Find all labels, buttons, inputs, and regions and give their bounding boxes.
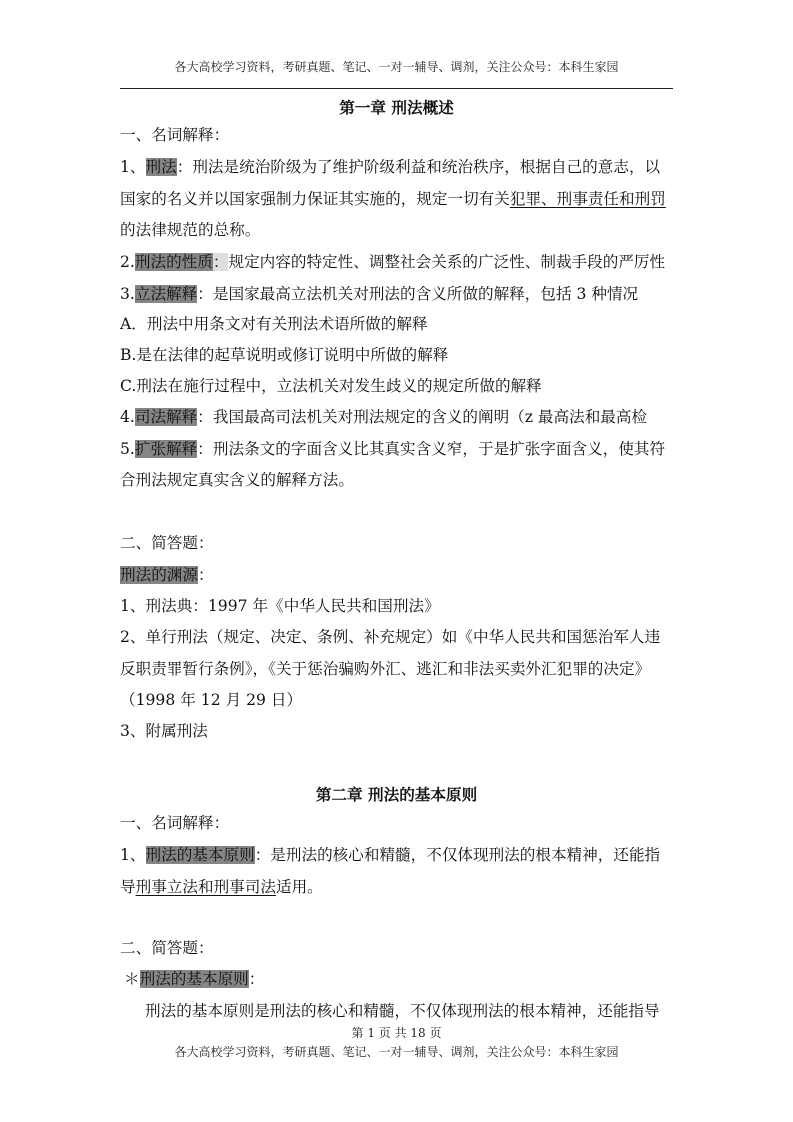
text: 适用。 [275, 878, 323, 896]
answer-line: （1998 年 12 月 29 日） [120, 691, 303, 709]
colon: ： [212, 253, 229, 271]
colon: ： [248, 970, 265, 988]
definition-line [120, 284, 638, 304]
highlighted-term: 司法解释 [134, 408, 198, 426]
definition-line [120, 157, 660, 177]
colon: ： [197, 566, 214, 584]
text: ：我国最高司法机关对刑法规定的含义的阐明（z 最高法和最高检 [197, 408, 648, 426]
text: ：是刑法的核心和精髓，不仅体现刑法的根本精神，还能指 [254, 846, 661, 864]
highlighted-term: 立法解释 [134, 285, 198, 303]
definition-line: 的法律规范的总称。 [120, 221, 261, 239]
text: 导 [120, 878, 136, 896]
question [120, 565, 214, 585]
text: 规定内容的特定性、调整社会关系的广泛性、制裁手段的严厉性 [228, 253, 666, 271]
text: ：刑法条文的字面含义比其真实含义窄，于是扩张字面含义，使其符 [197, 440, 666, 458]
answer-line: 刑法的基本原则是刑法的核心和精髓，不仅体现刑法的根本精神，还能指导 [145, 1002, 660, 1020]
highlighted-term: 刑法的基本原则 [145, 846, 255, 864]
definition-line [120, 877, 323, 897]
highlighted-term: 刑法的基本原则 [139, 970, 249, 988]
section-heading: 一、名词解释： [120, 814, 230, 832]
highlighted-term: 刑法 [145, 158, 177, 176]
page-header: 各大高校学习资料，考研真题、笔记、一对一辅导、调剂，关注公众号：本科生家园 [174, 60, 619, 74]
definition-line [120, 845, 660, 865]
text: ：是国家最高立法机关对刑法的含义所做的解释，包括 3 种情况 [197, 285, 639, 303]
num: 1、 [120, 846, 146, 864]
chapter-2-title: 第二章 刑法的基本原则 [315, 786, 478, 804]
num: 4. [120, 408, 135, 426]
bullet: ＊ [124, 970, 140, 988]
highlighted-term: 扩张解释 [134, 440, 198, 458]
definition-line [120, 189, 666, 209]
num: 5. [120, 440, 135, 458]
underlined-text: 犯罪、刑事责任和刑罚 [509, 190, 666, 208]
list-item: A．刑法中用条文对有关刑法术语所做的解释 [120, 315, 428, 333]
section-heading: 二、简答题： [120, 939, 214, 957]
section-heading: 二、简答题： [120, 534, 214, 552]
page-footer: 各大高校学习资料，考研真题、笔记、一对一辅导、调剂，关注公众号：本科生家园 [174, 1045, 619, 1059]
definition-line: 合刑法规定真实含义的解释方法。 [120, 471, 354, 489]
page-number: 第 1 页 共 18 页 [351, 1026, 442, 1040]
highlighted-term: 刑法的渊源 [120, 566, 198, 584]
question [124, 969, 264, 989]
text: ：刑法是统治阶级为了维护阶级利益和统治秩序，根据自己的意志，以 [176, 158, 661, 176]
num: 2. [120, 253, 135, 271]
answer-line: 1、刑法典：1997 年《中华人民共和国刑法》 [120, 597, 440, 615]
list-item: B.是在法律的起草说明或修订说明中所做的解释 [120, 346, 449, 364]
num: 3. [120, 285, 135, 303]
section-heading: 一、名词解释： [120, 126, 230, 144]
num: 1、 [120, 158, 146, 176]
underlined-text: 刑事立法和刑事司法 [135, 878, 276, 896]
answer-line: 反职责罪暂行条例》，《关于惩治骗购外汇、逃汇和非法买卖外汇犯罪的决定》 [120, 660, 651, 678]
definition-line [120, 439, 665, 459]
list-item: C.刑法在施行过程中，立法机关对发生歧义的规定所做的解释 [120, 377, 542, 395]
highlighted-term: 刑法的性质 [134, 253, 213, 271]
definition-line [120, 407, 647, 427]
chapter-1-title: 第一章 刑法概述 [339, 99, 454, 117]
answer-line: 2、单行刑法（规定、决定、条例、补充规定）如《中华人民共和国惩治军人违 [120, 628, 661, 646]
header-rule [120, 88, 673, 89]
definition-line [120, 252, 665, 272]
answer-line: 3、附属刑法 [120, 722, 208, 740]
text: 国家的名义并以国家强制力保证其实施的，规定一切有关 [120, 190, 510, 208]
